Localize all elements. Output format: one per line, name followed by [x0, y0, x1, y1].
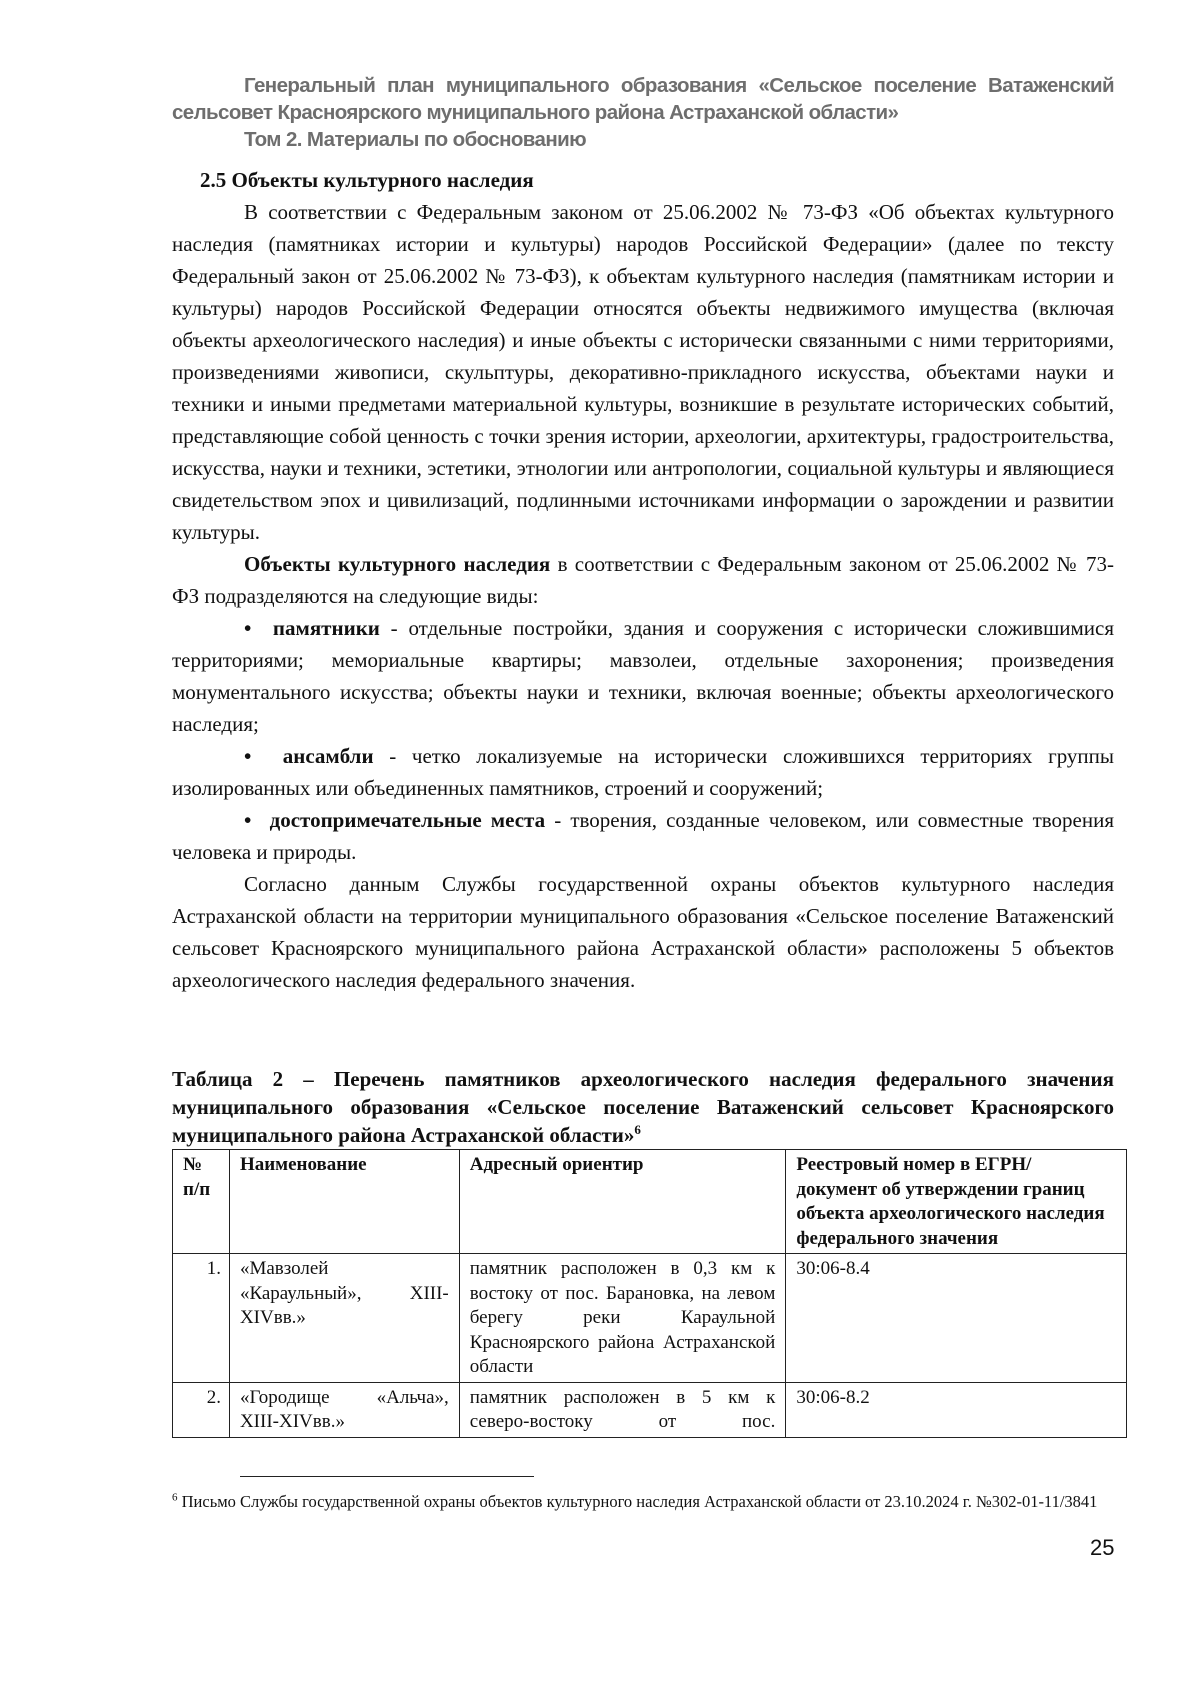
- list-item-term: ансамбли: [282, 744, 374, 768]
- table-row: [173, 1254, 1127, 1383]
- paragraph-2: [172, 548, 1114, 612]
- table-header-row: [173, 1150, 1127, 1254]
- list-item-term: памятники: [272, 616, 380, 640]
- col-header-address: Адресный ориентир: [459, 1150, 786, 1254]
- header-line-2: сельсовет Красноярского муниципального района Астраханской области»: [172, 101, 899, 124]
- col-header-name: Наименование: [229, 1150, 459, 1254]
- table-caption: [172, 1065, 1114, 1149]
- footnote: [172, 1491, 1114, 1513]
- footnote-separator: [240, 1476, 534, 1477]
- running-header: [172, 72, 1114, 153]
- col-header-num: № п/п: [173, 1150, 230, 1254]
- cell-num: 1.: [173, 1254, 230, 1383]
- list-item: [172, 740, 1114, 804]
- types-list: [172, 612, 1114, 868]
- paragraph-2-term: Объекты культурного наследия: [244, 552, 551, 576]
- cell-num: 2.: [173, 1382, 230, 1437]
- table-row: [173, 1382, 1127, 1437]
- bullet-icon: •: [244, 744, 283, 768]
- section-title: 2.5 Объекты культурного наследия: [200, 168, 534, 192]
- list-item-text: - творения, созданные человеком, или совместные творения человека и природы.: [172, 808, 1114, 864]
- header-line-1: Генеральный план муниципального образования «Сельское поселение Ватаженский: [244, 74, 1114, 97]
- paragraph-2-text: в соответствии с Федеральным законом от 25.06.2002 № 73-ФЗ подразделяются на следующие виды:: [172, 552, 1114, 608]
- bullet-icon: •: [244, 808, 270, 832]
- list-item-term: достопримечательные места: [269, 808, 546, 832]
- list-item: [172, 612, 1114, 740]
- footnote-text: Письмо Службы государственной охраны объектов культурного наследия Астраханской области от 23.10.2024 г. №302-01-11/3841: [177, 1492, 1098, 1511]
- bullet-icon: •: [244, 616, 273, 640]
- cell-registry: 30:06-8.2: [786, 1382, 1127, 1437]
- cell-name: «Мавзолей «Караульный», XIII-XIVвв.»: [229, 1254, 459, 1383]
- col-header-registry: Реестровый номер в ЕГРН/ документ об утверждении границ объекта археологического наследия федерального значения: [786, 1150, 1127, 1254]
- cell-address: памятник расположен в 0,3 км к востоку от пос. Барановка, на левом берегу реки Караульной Красноярского района Астраханской области: [459, 1254, 786, 1383]
- cell-registry: 30:06-8.4: [786, 1254, 1127, 1383]
- footnote-mark: 6: [172, 1491, 178, 1504]
- section-body: [172, 164, 1114, 996]
- heritage-table: [172, 1149, 1127, 1438]
- table-caption-text: Таблица 2 – Перечень памятников археологического наследия федерального значения муниципального образования «Сельское поселение Ватаженский сельсовет Красноярского муниципального района Астраханской области»: [172, 1067, 1114, 1147]
- list-item-text: - четко локализуемые на исторически сложившихся территориях группы изолированных или объединенных памятников, строений и сооружений;: [172, 744, 1114, 800]
- page-number: 25: [1090, 1535, 1115, 1560]
- list-item-text: - отдельные постройки, здания и сооружения с исторически сложившимися территориями; мемориальные квартиры; мавзолеи, отдельные захоронения; произведения монументального искусства; объекты науки и техники, включая военные; объекты археологического наследия;: [172, 616, 1114, 736]
- cell-name: «Городище «Альча», XIII-XIVвв.»: [229, 1382, 459, 1437]
- header-line-3: Том 2. Материалы по обоснованию: [244, 128, 587, 151]
- footnote-ref: 6: [634, 1122, 641, 1137]
- paragraph-3: Согласно данным Службы государственной охраны объектов культурного наследия Астраханской области на территории муниципального образования «Сельское поселение Ватаженский сельсовет Красноярского муниципального района Астраханской области» расположены 5 объектов археологического наследия федерального значения.: [172, 872, 1114, 992]
- cell-address: памятник расположен в 5 км к северо-востоку от пос.: [459, 1382, 786, 1437]
- paragraph-1: В соответствии с Федеральным законом от 25.06.2002 № 73-ФЗ «Об объектах культурного наследия (памятниках истории и культуры) народов Российской Федерации» (далее по тексту Федеральный закон от 25.06.2002 № 73-ФЗ), к объектам культурного наследия (памятникам истории и культуры) народов Российской Федерации относятся объекты недвижимого имущества (включая объекты археологического наследия) и иные объекты с исторически связанными с ними территориями, произведениями живописи, скульптуры, декоративно-прикладного искусства, объектами науки и техники и иными предметами материальной культуры, возникшие в результате исторических событий, представляющие собой ценность с точки зрения истории, археологии, архитектуры, градостроительства, искусства, науки и техники, эстетики, этнологии или антропологии, социальной культуры и являющиеся свидетельством эпох и цивилизаций, подлинными источниками информации о зарождении и развитии культуры.: [172, 200, 1114, 544]
- list-item: [172, 804, 1114, 868]
